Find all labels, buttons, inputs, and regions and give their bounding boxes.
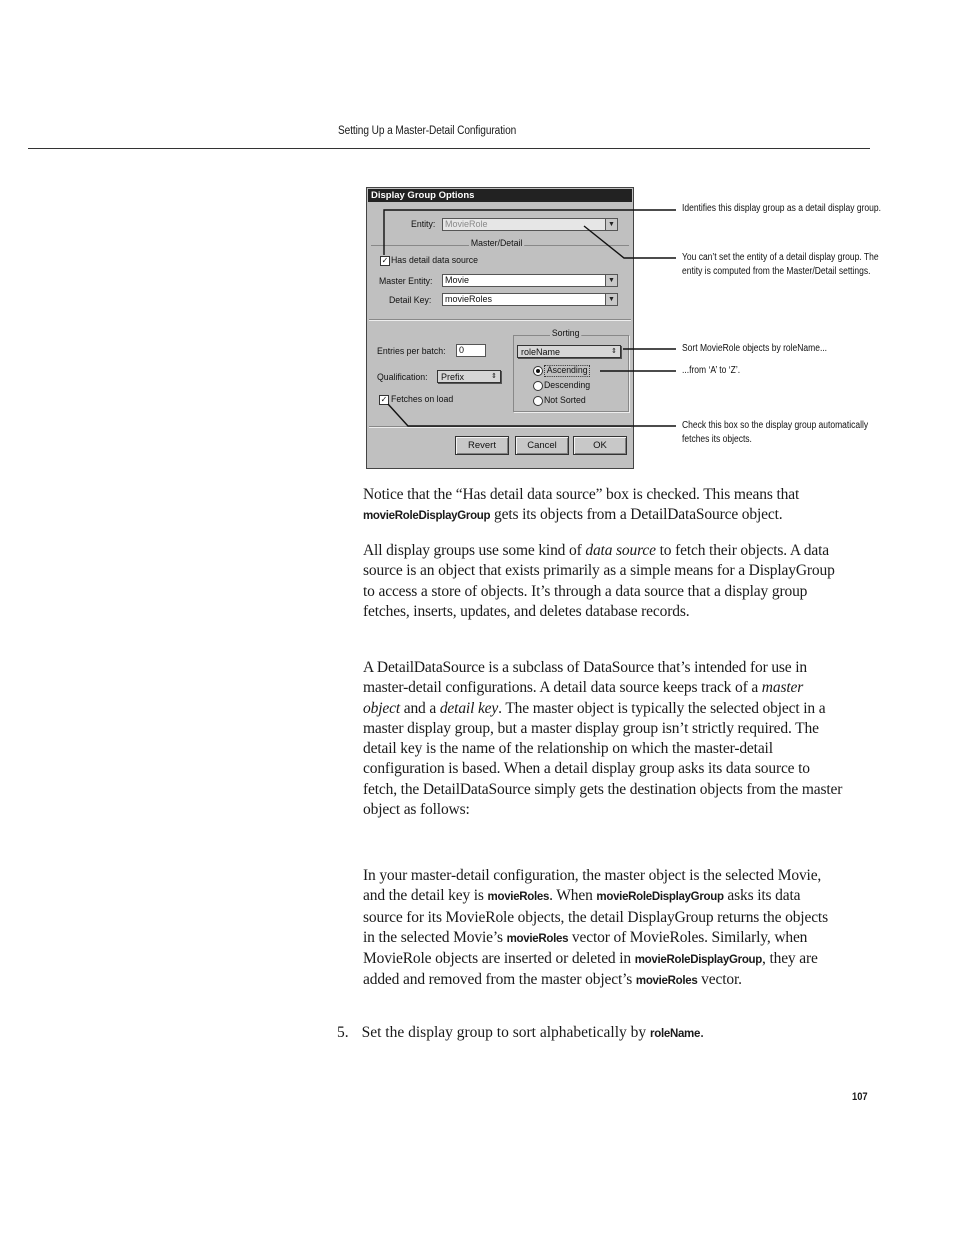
sort-key-value: roleName bbox=[521, 347, 561, 357]
code-movieRoleDisplayGroup: movieRoleDisplayGroup bbox=[363, 510, 491, 523]
page-number: 107 bbox=[852, 1091, 868, 1103]
has-detail-checkbox[interactable]: ✓ bbox=[381, 256, 389, 265]
entries-per-batch-input[interactable]: 0 bbox=[456, 344, 486, 357]
code-movieRoles: movieRoles bbox=[487, 891, 550, 904]
master-entity-label: Master Entity: bbox=[379, 276, 433, 287]
callout-entity-line1: You can’t set the entity of a detail display group. The bbox=[682, 252, 879, 263]
entity-value: MovieRole bbox=[445, 219, 488, 229]
updown-arrow-icon: ⇕ bbox=[611, 348, 617, 355]
emphasis-master-object: master object bbox=[363, 679, 804, 717]
fetches-on-load-label: Fetches on load bbox=[391, 394, 454, 405]
entries-per-batch-label: Entries per batch: bbox=[377, 346, 446, 357]
callout-detail-group: Identifies this display group as a detail display group. bbox=[682, 203, 881, 214]
revert-button[interactable]: Revert bbox=[455, 436, 509, 455]
callout-fetches-line1: Check this box so the display group automatically bbox=[682, 420, 869, 431]
ok-button[interactable]: OK bbox=[573, 436, 627, 455]
qualification-label: Qualification: bbox=[377, 372, 428, 383]
detail-key-value: movieRoles bbox=[445, 294, 493, 304]
chevron-down-icon: ▼ bbox=[605, 275, 617, 286]
not-sorted-label: Not Sorted bbox=[544, 395, 586, 406]
master-entity-value: Movie bbox=[445, 275, 470, 285]
master-detail-group-title: Master/Detail bbox=[470, 238, 523, 249]
callout-entity-line2: entity is computed from the Master/Detail settings. bbox=[682, 266, 871, 277]
step-number: 5. bbox=[337, 1024, 349, 1041]
chevron-down-icon: ▼ bbox=[605, 219, 617, 230]
leader-line-fetches bbox=[388, 404, 676, 426]
leader-line-entity bbox=[584, 226, 676, 258]
step-5: 5. Set the display group to sort alphabetically by roleName. bbox=[337, 1024, 704, 1041]
callout-fetches-line2: fetches its objects. bbox=[682, 434, 752, 445]
chevron-down-icon: ▼ bbox=[605, 294, 617, 305]
descending-label: Descending bbox=[544, 380, 591, 391]
code-roleName: roleName bbox=[650, 1028, 701, 1040]
running-header: Setting Up a Master-Detail Configuration bbox=[338, 125, 517, 137]
leader-line-detail-group bbox=[384, 210, 676, 255]
fetches-on-load-checkbox[interactable]: ✓ bbox=[380, 395, 388, 404]
code-movieRoles: movieRoles bbox=[506, 932, 569, 945]
paragraph-data-source: All display groups use some kind of data source to fetch their objects. A data source is an object that exists primarily as a simple means for a DisplayGroup to access a store of objects. It’s through a data source that a display group fetches, inserts, updates, and deletes database records. bbox=[363, 542, 835, 620]
emphasis-detail-key: detail key bbox=[439, 699, 499, 717]
callout-sort-key: Sort MovieRole objects by roleName... bbox=[682, 343, 828, 354]
sorting-group-title: Sorting bbox=[551, 328, 580, 339]
paragraph-detail-data-source: A DetailDataSource is a subclass of DataSource that’s intended for use in master-detail configurations. A detail data source keeps track of a master object and a detail key. The master object is typically the selected object in a master display group, but a master display group isn’t strictly required. The detail key is the name of the relationship on which the master-detail configuration is based. When a detail display group asks its data source to fetch, the DetailDataSource simply gets the destination objects from the master object as follows: bbox=[363, 659, 843, 819]
paragraph-has-detail: Notice that the “Has detail data source” box is checked. This means that movieRoleDisplayGroup gets its objects from a DetailDataSource object. bbox=[363, 486, 800, 524]
ascending-label: Ascending bbox=[544, 365, 590, 377]
paragraph-master-detail-config: In your master-detail configuration, the master object is the selected Movie, and the detail key is movieRoles. When movieRoleDisplayGroup asks its data source for its MovieRole objects, the detail DisplayGroup returns the objects in the selected Movie’s movieRoles vector of MovieRoles. Similarly, when MovieRole objects are inserted or deleted in movieRoleDisplayGroup, they are added and removed from the master object’s movieRoles vector. bbox=[363, 867, 828, 989]
step-text: Set the display group to sort alphabetically by bbox=[361, 1024, 651, 1041]
dialog-title: Display Group Options bbox=[368, 189, 632, 202]
code-movieRoleDisplayGroup: movieRoleDisplayGroup bbox=[634, 954, 762, 967]
has-detail-label: Has detail data source bbox=[391, 255, 478, 266]
updown-arrow-icon: ⇕ bbox=[491, 373, 497, 380]
code-movieRoleDisplayGroup: movieRoleDisplayGroup bbox=[596, 891, 724, 904]
entity-label: Entity: bbox=[411, 219, 436, 230]
cancel-button[interactable]: Cancel bbox=[515, 436, 569, 455]
detail-key-label: Detail Key: bbox=[389, 295, 432, 306]
emphasis-data-source: data source bbox=[585, 542, 656, 559]
code-movieRoles: movieRoles bbox=[635, 975, 698, 988]
callout-ascending: ...from ‘A’ to ‘Z’. bbox=[682, 365, 741, 376]
qualification-value: Prefix bbox=[441, 372, 465, 382]
